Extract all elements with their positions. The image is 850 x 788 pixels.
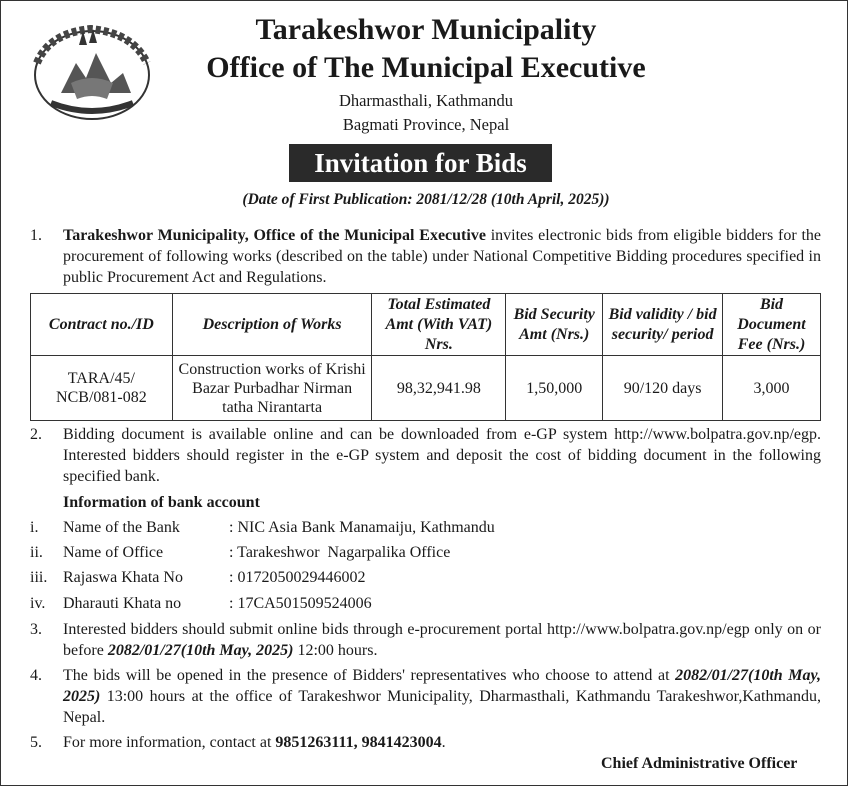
bank-item-label: Name of the Bank (63, 519, 180, 536)
cell-validity: 90/120 days (603, 356, 723, 421)
bank-item-num: i. (30, 519, 39, 536)
para3-body-a: Interested bidders should submit online bids through e-procurement portal http://www.bolpatra.gov.np/egp only on or before (63, 621, 821, 659)
publication-date: (Date of First Publication: 2081/12/28 (10th April, 2025)) (242, 191, 610, 208)
header-description: Description of Works (172, 294, 372, 356)
bank-item-value: : 17CA501509524006 (229, 595, 372, 612)
table-row (31, 356, 821, 421)
address-line-2: Bagmati Province, Nepal (342, 115, 510, 134)
para4-body-a: The bids will be opened in the presence of Bidders' representatives who choose to attend at (63, 667, 676, 684)
para1-lead: Tarakeshwor Municipality, Office of the Municipal Executive (63, 227, 486, 244)
para4-text (63, 665, 821, 728)
address-line-1: Dharmasthali, Kathmandu (338, 91, 514, 110)
bank-item-label: Rajaswa Khata No (63, 569, 183, 586)
bid-table (30, 293, 821, 421)
para4-number: 4. (30, 667, 42, 684)
bank-heading: Information of bank account (63, 494, 260, 511)
para1-text (63, 225, 821, 288)
bank-item-value: : 0172050029446002 (229, 569, 366, 586)
org-name: Tarakeshwor Municipality (255, 13, 597, 46)
bank-item-num: iii. (30, 569, 48, 586)
notice-title: Invitation for Bids (289, 144, 552, 182)
para5-end: . (441, 734, 446, 751)
bank-item-label: Name of Office (63, 544, 164, 561)
header-amount: Total Estimated Amt (With VAT) Nrs. (372, 294, 506, 356)
cell-security: 1,50,000 (506, 356, 603, 421)
cell-description: Construction works of Krishi Bazar Purbadhar Nirman tatha Nirantarta (172, 356, 372, 421)
para1-body: invites electronic bids from eligible bidders for the procurement of following works (described on the table) under National Competitive Bidding procedures specified in public Procurement Act and Regulations. (63, 227, 821, 286)
para1-number: 1. (30, 227, 42, 244)
table-header-row (31, 294, 821, 356)
para5-number: 5. (30, 734, 42, 751)
para3-number: 3. (30, 621, 42, 638)
cell-amount: 98,32,941.98 (372, 356, 506, 421)
opening-date: 2082/01/27(10th May, 2025) (63, 667, 822, 705)
submission-deadline: 2082/01/27(10th May, 2025) (107, 642, 294, 659)
bank-item-label: Dharauti Khata no (63, 595, 182, 612)
para5-body: For more information, contact at (63, 734, 276, 751)
para2-number: 2. (30, 426, 42, 443)
bank-item-num: ii. (30, 544, 43, 561)
signature: Chief Administrative Officer (601, 755, 798, 772)
header-validity: Bid validity / bid security/ period (603, 294, 723, 356)
cell-contract: TARA/45/ NCB/081-082 (31, 356, 173, 421)
bank-item-value: : NIC Asia Bank Manamaiju, Kathmandu (229, 519, 495, 536)
office-name: Office of The Municipal Executive (206, 51, 646, 84)
para3-body-b: 12:00 hours. (293, 642, 378, 659)
header-security: Bid Security Amt (Nrs.) (506, 294, 603, 356)
para3-text (63, 619, 821, 661)
header-fee: Bid Document Fee (Nrs.) (723, 294, 821, 356)
bank-item-num: iv. (30, 595, 46, 612)
header-contract: Contract no./ID (31, 294, 173, 356)
bank-item-value: : Tarakeshwor Nagarpalika Office (229, 544, 451, 561)
cell-fee: 3,000 (723, 356, 821, 421)
para4-body-b: 13:00 hours at the office of Tarakeshwor Municipality, Dharmasthali, Kathmandu Tarakeshwor,Kathmandu, Nepal. (63, 688, 821, 726)
para5-text (63, 732, 821, 753)
contact-phones: 9851263111, 9841423004 (275, 734, 442, 751)
para2-text: Bidding document is available online and can be downloaded from e-GP system http://www.bolpatra.gov.np/egp. Interested bidders should register in the e-GP system and deposit the cost of bidding document in the following specified bank. (63, 426, 821, 485)
